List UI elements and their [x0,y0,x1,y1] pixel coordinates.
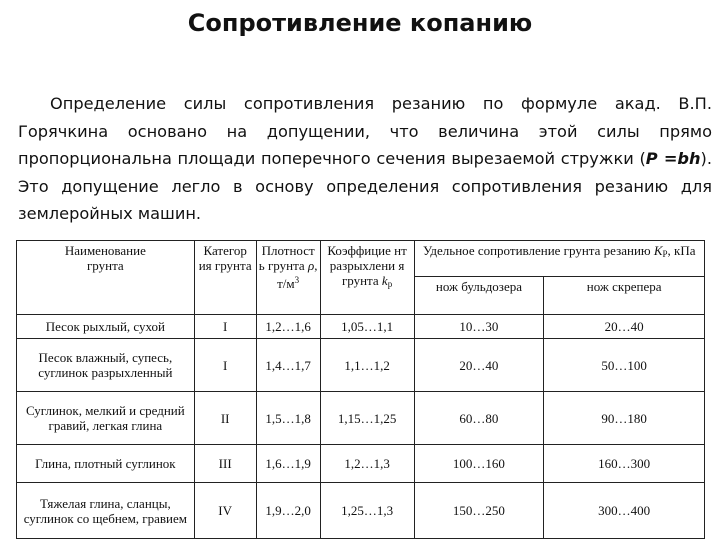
header-scraper-blade: нож скрепера [544,277,705,315]
cell-loosening-coef: 1,15…1,25 [320,392,414,445]
cell-category: IV [194,483,256,539]
header-bulldozer-blade: нож бульдозера [414,277,544,315]
cell-soil-name: Песок рыхлый, сухой [17,315,195,339]
cell-loosening-coef: 1,25…1,3 [320,483,414,539]
table-row [17,315,705,339]
table-row [17,483,705,539]
cell-density: 1,6…1,9 [256,445,320,483]
cell-loosening-coef: 1,2…1,3 [320,445,414,483]
paragraph-text-before: Определение силы сопротивления резанию по формуле акад. В.П. Горячкина основано на допущении, что величина этой силы прямо пропорциональна площади поперечного сечения вырезаемой стружки ( [18,94,712,169]
header-category: Категор ия грунта [194,241,256,315]
formula: Р =bh [645,149,701,169]
cell-bulldozer: 150…250 [414,483,544,539]
cell-category: II [194,392,256,445]
cell-soil-name: Глина, плотный суглинок [17,445,195,483]
table-header-row [17,241,705,277]
cell-soil-name: Суглинок, мелкий и средний гравий, легкая глина [17,392,195,445]
cell-soil-name: Тяжелая глина, сланцы, суглинок со щебнем, гравием [17,483,195,539]
header-soil-name: Наименование грунта [17,241,195,315]
body-paragraph [18,90,712,228]
cell-category: III [194,445,256,483]
cell-category: I [194,315,256,339]
table-row [17,445,705,483]
cell-scraper: 90…180 [544,392,705,445]
cell-bulldozer: 60…80 [414,392,544,445]
cell-loosening-coef: 1,05…1,1 [320,315,414,339]
cell-density: 1,2…1,6 [256,315,320,339]
header-loosening-coef: Коэффицие нт разрыхлени я грунта $k_р$ [320,241,414,315]
soil-table-container [16,240,705,540]
soil-resistance-table [16,240,705,539]
cell-bulldozer: 100…160 [414,445,544,483]
cell-category: I [194,339,256,392]
cell-scraper: 50…100 [544,339,705,392]
cell-bulldozer: 10…30 [414,315,544,339]
cell-density: 1,5…1,8 [256,392,320,445]
cell-scraper: 160…300 [544,445,705,483]
cell-scraper: 20…40 [544,315,705,339]
header-specific-resistance: Удельное сопротивление грунта резанию $К_Р$, кПа [414,241,704,277]
header-density: Плотност ь грунта ρ, $т/м^3$ [256,241,320,315]
cell-density: 1,4…1,7 [256,339,320,392]
table-row [17,392,705,445]
cell-density: 1,9…2,0 [256,483,320,539]
cell-loosening-coef: 1,1…1,2 [320,339,414,392]
cell-scraper: 300…400 [544,483,705,539]
cell-bulldozer: 20…40 [414,339,544,392]
paragraph-text-after: ). Это допущение легло в основу определения сопротивления резанию для землеройных машин. [18,149,712,224]
table-row [17,339,705,392]
slide-title: Сопротивление копанию [187,9,533,37]
cell-soil-name: Песок влажный, супесь, суглинок разрыхленный [17,339,195,392]
